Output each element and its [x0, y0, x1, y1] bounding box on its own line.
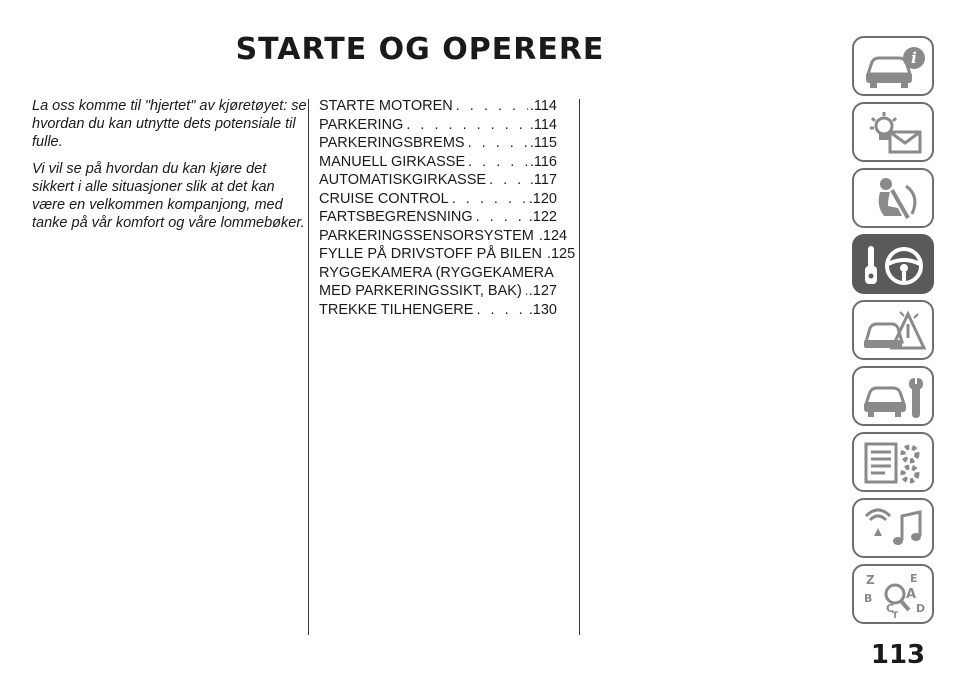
toc-entry[interactable]	[319, 153, 557, 172]
table-of-contents	[319, 97, 576, 319]
tab-index[interactable]	[852, 564, 934, 624]
toc-page: .120	[528, 190, 557, 207]
tab-safety[interactable]	[852, 168, 934, 228]
index-letter: T	[892, 611, 899, 618]
tab-starting-driving[interactable]	[852, 234, 934, 294]
svg-text:i: i	[911, 49, 917, 67]
toc-leader	[465, 153, 528, 172]
index-letter: Z	[866, 573, 875, 587]
toc-page: .124	[538, 227, 568, 244]
toc-page: .117	[529, 172, 557, 188]
toc-entry[interactable]	[319, 97, 557, 116]
toc-label: PARKERINGSBREMS	[319, 135, 465, 151]
index-icon	[862, 572, 926, 618]
toc-label: MED PARKERINGSSIKT, BAK)	[319, 283, 522, 299]
toc-page: .114	[529, 98, 557, 114]
toc-leader	[453, 97, 528, 116]
toc-label: PARKERING	[319, 116, 404, 133]
toc-leader	[449, 190, 527, 209]
toc-leader	[486, 171, 528, 190]
toc-entry[interactable]	[319, 116, 557, 135]
toc-label: CRUISE CONTROL	[319, 190, 449, 207]
toc-label: FYLLE PÅ DRIVSTOFF PÅ BILEN	[319, 246, 542, 262]
car-wrench-icon	[862, 374, 926, 420]
toc-label: PARKERINGSSENSORSYSTEM	[319, 227, 534, 244]
toc-page: .114	[529, 116, 557, 133]
tab-warning-lights[interactable]	[852, 102, 934, 162]
toc-leader	[473, 301, 526, 320]
toc-entry[interactable]	[319, 227, 568, 246]
intro-paragraph-1: La oss komme til "hjertet" av kjøretøyet: se hvordan du kan utnytte dets potensiale til fulle.	[32, 98, 307, 150]
safety-seat-icon	[862, 176, 926, 222]
toc-page: .130	[528, 301, 557, 318]
toc-entry[interactable]	[319, 264, 557, 283]
index-letter: A	[906, 587, 917, 602]
toc-label: AUTOMATISKGIRKASSE	[319, 172, 487, 188]
toc-label: STARTE MOTOREN	[319, 98, 453, 114]
toc-entry[interactable]	[319, 282, 557, 301]
tab-emergency[interactable]	[852, 300, 934, 360]
index-letter: E	[910, 572, 918, 585]
toc-entry[interactable]	[319, 301, 557, 320]
toc-label: FARTSBEGRENSNING	[319, 209, 473, 225]
toc-leader	[473, 208, 527, 227]
toc-label: TREKKE TILHENGERE	[319, 301, 474, 318]
column-divider-left	[308, 99, 309, 635]
index-letter: B	[864, 592, 873, 605]
index-letter: C	[886, 602, 895, 615]
tab-multimedia[interactable]	[852, 498, 934, 558]
toc-entry[interactable]	[319, 245, 576, 264]
page-number: 113	[870, 640, 926, 670]
column-divider-right	[579, 99, 580, 635]
toc-entry[interactable]	[319, 208, 557, 227]
toc-page: .127	[528, 283, 557, 299]
car-info-icon	[862, 44, 926, 90]
tab-car-info[interactable]	[852, 36, 934, 96]
page-title: STARTE OG OPERERE	[235, 32, 605, 67]
index-letter: D	[916, 602, 926, 615]
toc-page: .125	[546, 246, 576, 262]
toc-label: RYGGEKAMERA (RYGGEKAMERA	[319, 264, 554, 281]
toc-label: MANUELL GIRKASSE	[319, 153, 466, 170]
toc-page: .122	[528, 209, 557, 225]
tab-maintenance[interactable]	[852, 366, 934, 426]
toc-page: .116	[529, 153, 557, 170]
tab-specifications[interactable]	[852, 432, 934, 492]
intro-text	[32, 97, 307, 241]
toc-leader	[465, 134, 528, 153]
toc-entry[interactable]	[319, 171, 557, 190]
steering-wheel-key-icon	[862, 242, 926, 288]
toc-entry[interactable]	[319, 134, 557, 153]
specifications-icon	[862, 440, 926, 486]
warning-lights-icon	[862, 110, 926, 156]
toc-leader	[403, 116, 528, 135]
toc-entry[interactable]	[319, 190, 557, 209]
multimedia-icon	[862, 506, 926, 552]
toc-page: .115	[529, 135, 557, 151]
car-crash-warning-icon	[862, 308, 926, 354]
intro-paragraph-2: Vi vil se på hvordan du kan kjøre det sikkert i alle situasjoner slik at det kan være en velkommen kompanjong, med tanke på vår komfort og våre lommebøker.	[32, 161, 305, 231]
